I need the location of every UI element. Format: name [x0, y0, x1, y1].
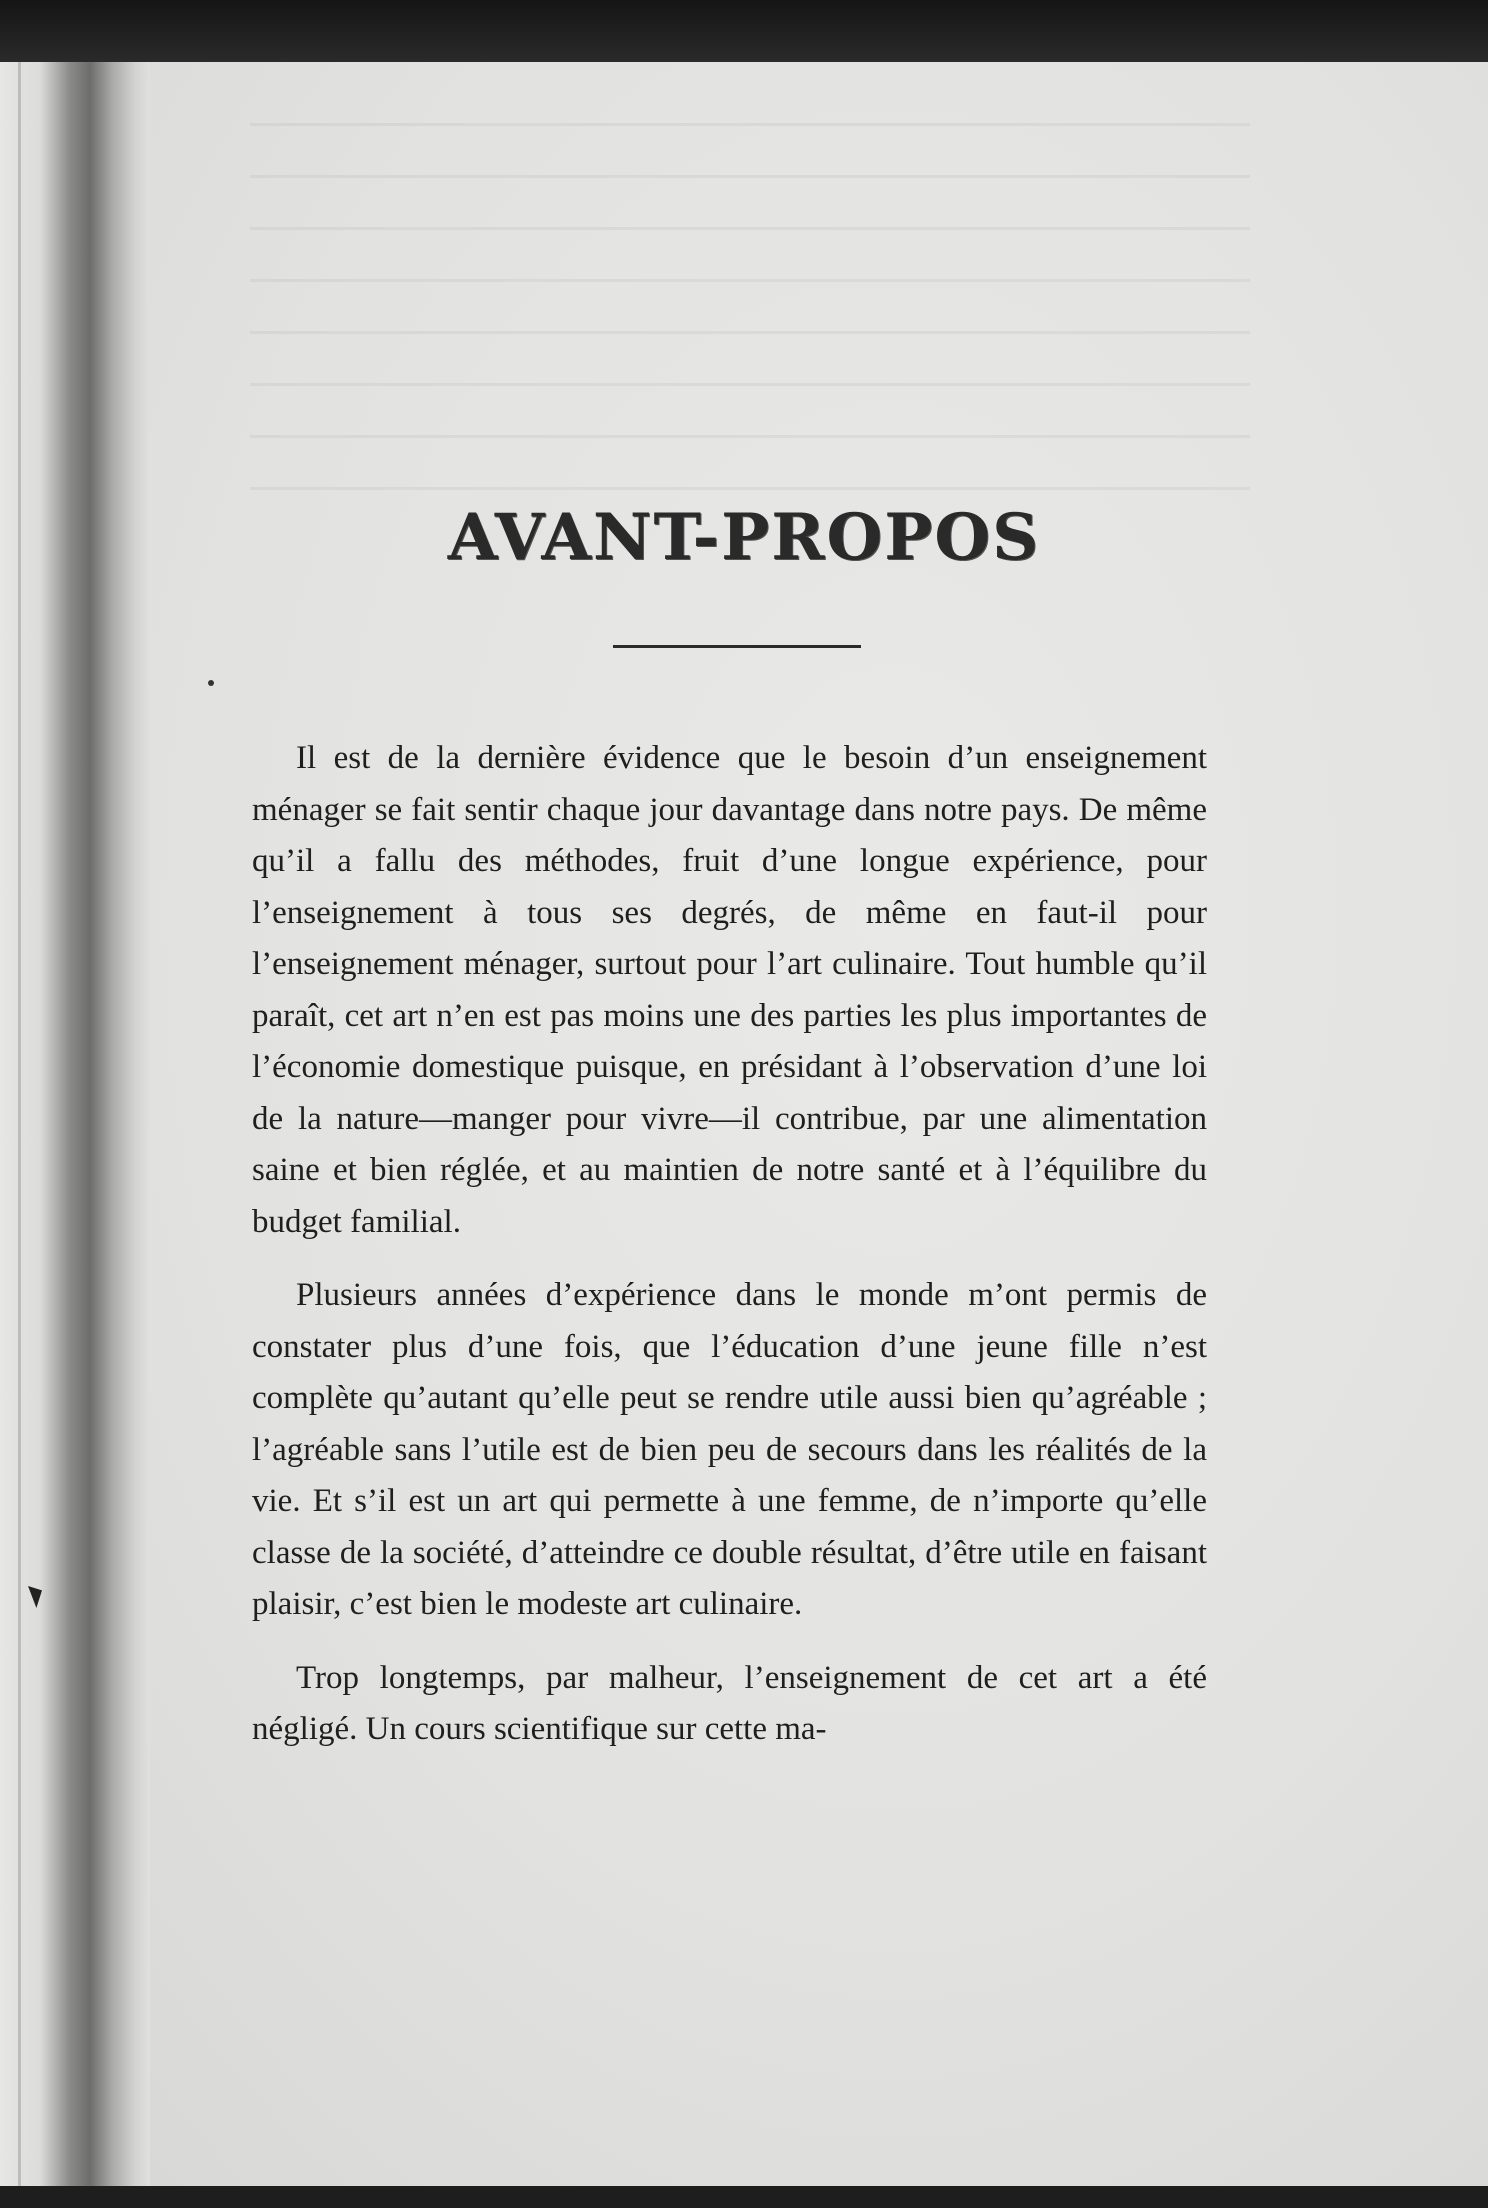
page-edge-line [18, 62, 21, 2186]
body-text [252, 733, 1207, 1778]
paragraph-3: Trop longtemps, par malheur, l’enseignement de cet art a été négligé. Un cours scientifique sur cette ma- [252, 1659, 1207, 1747]
scanner-top-edge [0, 0, 1488, 62]
scanner-bottom-edge [0, 2186, 1488, 2208]
ink-speck [208, 680, 214, 686]
book-gutter [0, 62, 150, 2186]
paragraph-2: Plusieurs années d’expérience dans le monde m’ont permis de constater plus d’une fois, que l’éducation d’une jeune fille n’est complète qu’autant qu’elle peut se rendre utile aussi bien qu’agréable ; l’agréable sans l’utile est de bien peu de secours dans les réalités de la vie. Et s’il est un art qui permette à une femme, de n’importe qu’elle classe de la société, d’atteindre ce double résultat, d’être utile en faisant plaisir, c’est bien le modeste art culinaire. [252, 1277, 1207, 1622]
show-through-texture [250, 90, 1250, 490]
title-rule [613, 645, 861, 648]
page-title: AVANT-PROPOS [447, 500, 1041, 575]
paragraph-1: Il est de la dernière évidence que le besoin d’un enseignement ménager se fait sentir chaque jour davantage dans notre pays. De même qu’il a fallu des méthodes, fruit d’une longue expérience, pour l’enseignement à tous ses degrés, de même en faut-il pour l’enseignement ménager, surtout pour l’art culinaire. Tout humble qu’il paraît, cet art n’en est pas moins une des parties les plus importantes de l’économie domestique puisque, en présidant à l’observation d’une loi de la nature—manger pour vivre—il contribue, par une alimentation saine et bien réglée, et au maintien de notre santé et à l’équilibre du budget familial. [252, 740, 1207, 1240]
